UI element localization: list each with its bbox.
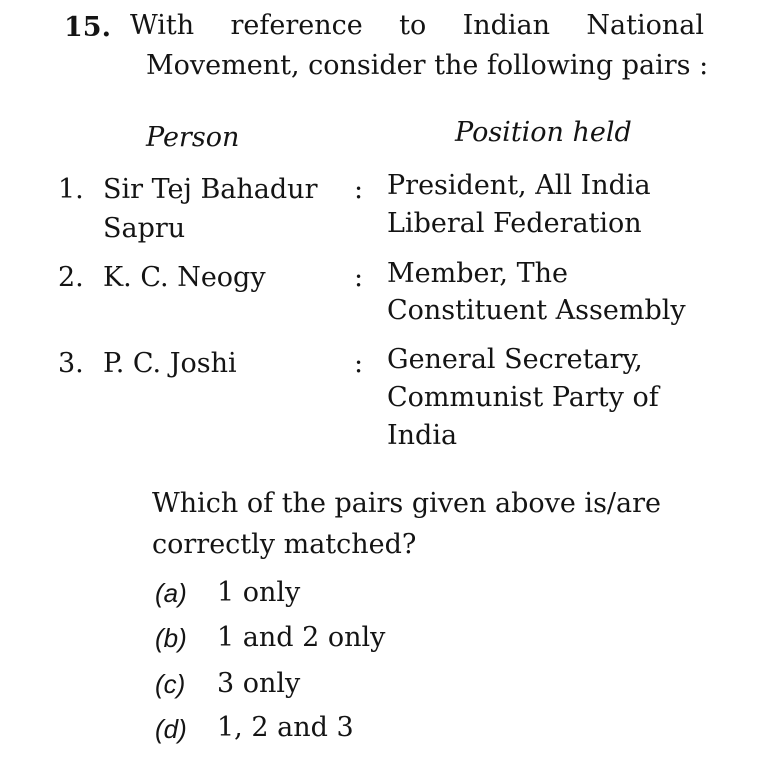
- stem-word: reference: [230, 10, 363, 41]
- prompt-line2: correctly matched?: [152, 529, 417, 560]
- question-number: 15.: [64, 12, 111, 43]
- option-label: (d): [155, 714, 187, 744]
- option-a[interactable]: [155, 578, 187, 609]
- row-position-line: Member, The: [387, 258, 568, 289]
- row-person-line: P. C. Joshi: [103, 348, 237, 379]
- row-separator: :: [354, 348, 364, 379]
- stem-word: National: [586, 10, 704, 41]
- row-position-line: Communist Party of: [387, 382, 659, 413]
- row-separator: :: [354, 174, 364, 205]
- stem-word: Indian: [462, 10, 551, 41]
- prompt-line1: Which of the pairs given above is/are: [152, 488, 662, 519]
- row-position-line: General Secretary,: [387, 344, 643, 375]
- header-person: Person: [146, 122, 240, 153]
- option-text: 3 only: [217, 668, 301, 699]
- row-number: 3.: [58, 348, 84, 379]
- option-label: (a): [155, 578, 187, 608]
- option-label: (b): [155, 623, 187, 653]
- row-number: 1.: [58, 174, 84, 205]
- option-label: (c): [155, 669, 186, 699]
- option-text: 1 only: [217, 577, 301, 608]
- row-position-line: Constituent Assembly: [387, 295, 686, 326]
- row-separator: :: [354, 262, 364, 293]
- row-position-line: Liberal Federation: [387, 208, 642, 239]
- row-person-line: Sir Tej Bahadur: [103, 174, 318, 205]
- row-person-line: K. C. Neogy: [103, 262, 266, 293]
- option-text: 1 and 2 only: [217, 622, 386, 653]
- option-text: 1, 2 and 3: [217, 712, 354, 743]
- row-position-line: President, All India: [387, 170, 651, 201]
- stem-word: With: [130, 10, 195, 41]
- option-d[interactable]: [155, 714, 187, 745]
- row-person-line: Sapru: [103, 213, 186, 244]
- row-number: 2.: [58, 262, 84, 293]
- option-c[interactable]: [155, 669, 185, 700]
- question-stem-line2: Movement, consider the following pairs :: [146, 50, 709, 81]
- row-position-line: India: [387, 420, 458, 451]
- question-stem-line1: [130, 10, 704, 41]
- stem-word: to: [399, 10, 427, 41]
- option-b[interactable]: [155, 623, 187, 654]
- header-position-held: Position held: [455, 117, 632, 148]
